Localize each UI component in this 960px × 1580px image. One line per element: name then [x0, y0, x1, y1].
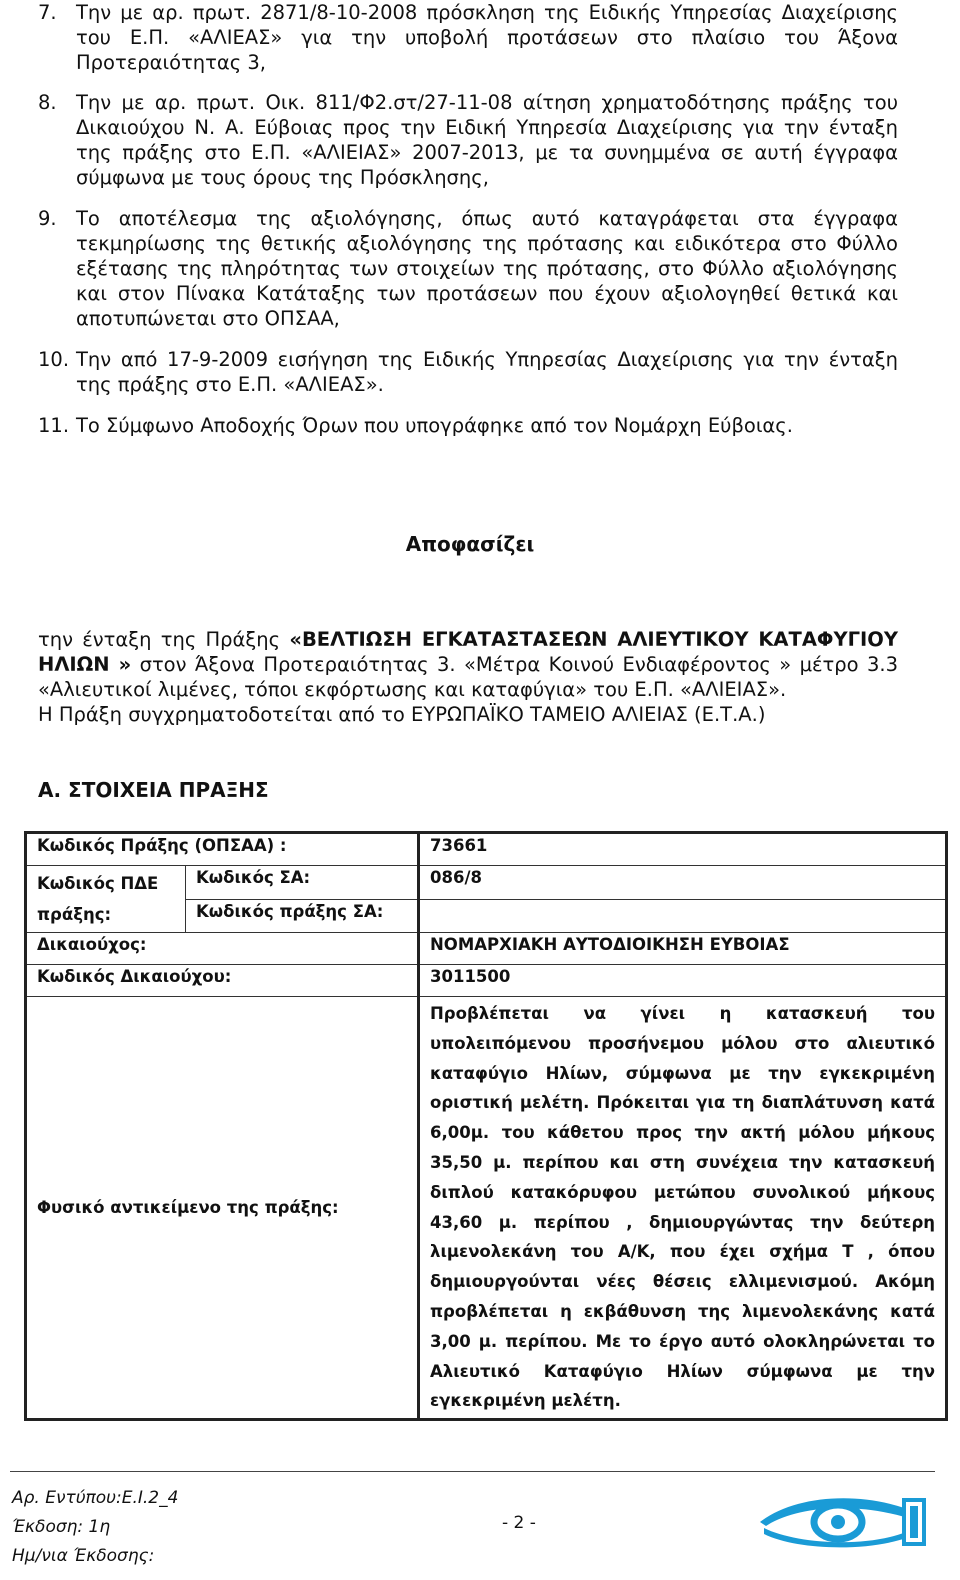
physical-object-label: Φυσικό αντικείμενο της πράξης: — [26, 997, 419, 1420]
consideration-item-8 — [38, 90, 898, 190]
form-number: Αρ. Εντύπου:Ε.Ι.2_4 — [12, 1488, 179, 1508]
edition-date: Ημ/νια Έκδοσης: — [12, 1546, 155, 1566]
table-row — [26, 997, 947, 1420]
funding-statement: Η Πράξη συγχρηματοδοτείται από το ΕΥΡΩΠΑΪΚΟ ΤΑΜΕΙΟ ΑΛΙΕΙΑΣ (Ε.Τ.Α.) — [38, 703, 766, 726]
footer-divider — [10, 1471, 935, 1472]
table-row — [26, 866, 947, 900]
item-text: Την με αρ. πρωτ. Οικ. 811/Φ2.στ/27-11-08 αίτηση χρηματοδότησης πράξης του Δικαιούχου Ν. Α. Εύβοιας προς την Ειδική Υπηρεσία Διαχείρισης για την ένταξη της πράξης στο Ε.Π. «ΑΛΙΕΙΑΣ» 2007-2013, με τα συνημμένα σε αυτή έγγραφα σύμφωνα με τους όρους της Πρόσκλησης, — [76, 91, 898, 189]
item-text: Την με αρ. πρωτ. 2871/8-10-2008 πρόσκληση της Ειδικής Υπηρεσίας Διαχείρισης του Ε.Π. «ΑΛΙΕΑΣ» για την υποβολή προτάσεων στο πλαίσιο του Άξονα Προτεραιότητας 3, — [76, 1, 898, 74]
item-number: 11. — [38, 414, 70, 437]
item-number: 10. — [38, 348, 70, 371]
beneficiary-code-label: Κωδικός Δικαιούχου: — [26, 965, 419, 997]
item-number: 7. — [38, 1, 57, 24]
physical-object-value: Προβλέπεται να γίνει η κατασκευή του υπολειπόμενου προσήνεμου μόλου στο αλιευτικό καταφύγιο Ηλίων, σύμφωνα με την εγκεκριμένη οριστική μελέτη. Πρόκειται για τη διαπλάτυνση κατά 6,00μ. του κάθετου προς την ακτή μόλου μήκους 35,50 μ. περίπου και στη συνέχεια την κατασκευή διπλού κατακόρυφου μετώπου συνολικού μήκους 43,60 μ. περίπου , δημιουργώντας την δεύτερη λιμενολεκάνη του Α/Κ, που έχει σχήμα Τ , όπου δημιουργούνται νέες θέσεις ελλιμενισμού. Ακόμη προβλέπεται η εκβάθυνση της λιμενολεκάνης κατά 3,00 μ. περίπου. Με το έργο αυτό ολοκληρώνεται το Αλιευτικό Καταφύγιο Ηλίων σύμφωνα με την εγκεκριμένη μελέτη. — [419, 997, 947, 1420]
decision-rest: στον Άξονα Προτεραιότητας 3. «Μέτρα Κοινού Ενδιαφέροντος » μέτρο 3.3 «Αλιευτικοί λιμένες, τόποι εκφόρτωσης και καταφύγια» του Ε.Π. «ΑΛΙΕΙΑΣ». — [38, 653, 899, 701]
sa-value: 086/8 — [419, 866, 947, 900]
sa-label: Κωδικός ΣΑ: — [186, 866, 419, 900]
beneficiary-label: Δικαιούχος: — [26, 933, 419, 965]
decision-paragraph — [38, 627, 898, 727]
edition: Έκδοση: 1η — [12, 1517, 111, 1537]
section-title: Α. ΣΤΟΙΧΕΙΑ ΠΡΑΞΗΣ — [38, 778, 269, 802]
item-text: Το Σύμφωνο Αποδοχής Όρων που υπογράφηκε από τον Νομάρχη Εύβοιας. — [76, 414, 793, 437]
consideration-item-11 — [38, 413, 898, 438]
item-number: 9. — [38, 207, 57, 230]
consideration-item-9 — [38, 206, 898, 331]
decision-text — [38, 627, 898, 702]
code-ops-label: Κωδικός Πράξης (ΟΠΣΑΑ) : — [26, 833, 419, 866]
table-row — [26, 933, 947, 965]
sa-project-value — [419, 899, 947, 933]
item-number: 8. — [38, 91, 57, 114]
decision-heading: Αποφασίζει — [405, 532, 535, 556]
item-text: Την από 17-9-2009 εισήγηση της Ειδικής Υπηρεσίας Διαχείρισης για την ένταξη της πράξης στο Ε.Π. «ΑΛΙΕΑΣ». — [76, 348, 898, 396]
code-ops-value: 73661 — [419, 833, 947, 866]
beneficiary-value: ΝΟΜΑΡΧΙΑΚΗ ΑΥΤΟΔΙΟΙΚΗΣΗ ΕΥΒΟΙΑΣ — [419, 933, 947, 965]
sa-project-label: Κωδικός πράξης ΣΑ: — [186, 899, 419, 933]
decision-intro: την ένταξη της Πράξης — [38, 628, 290, 651]
pde-label: Κωδικός ΠΔΕ πράξης: — [26, 866, 186, 933]
eye-logo-icon — [756, 1492, 928, 1548]
beneficiary-code-value: 3011500 — [419, 965, 947, 997]
table-row — [26, 965, 947, 997]
project-data-table — [24, 831, 948, 1421]
table-row — [26, 833, 947, 866]
page-number: - 2 - — [502, 1513, 536, 1533]
consideration-item-7 — [38, 0, 898, 75]
item-text: Το αποτέλεσμα της αξιολόγησης, όπως αυτό καταγράφεται στα έγγραφα τεκμηρίωσης της θετικής αξιολόγησης της πρότασης και ειδικότερα στο Φύλλο εξέτασης της πληρότητας των στοιχείων της πρότασης, στο Φύλλο αξιολόγησης και στον Πίνακα Κατάταξης των προτάσεων που έχουν αξιολογηθεί θετικά και αποτυπώνεται στο ΟΠΣΑΑ, — [76, 207, 898, 330]
consideration-item-10 — [38, 347, 898, 397]
footer-info — [12, 1484, 178, 1571]
project-name: «ΒΕΛΤΙΩΣΗ ΕΓΚΑΤΑΣΤΑΣΕΩΝ ΑΛΙΕΥΤΙΚΟΥ ΚΑΤΑΦΥΓΙΟΥ ΗΛΙΩΝ » — [38, 628, 898, 676]
